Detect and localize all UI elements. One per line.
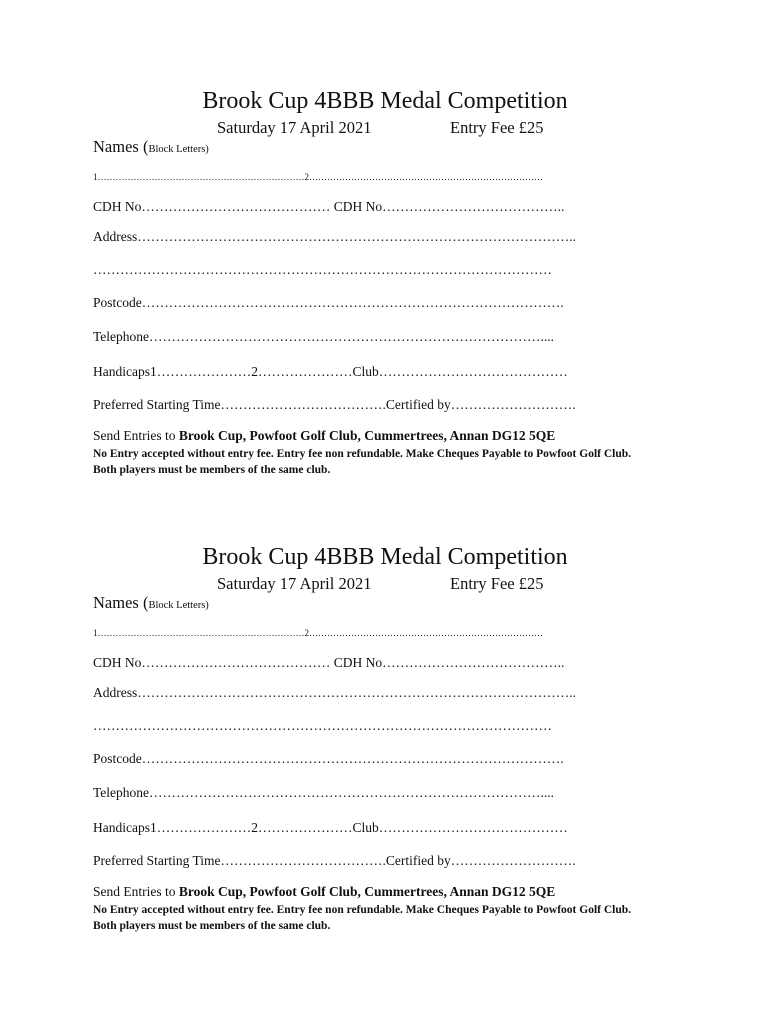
send-prefix: Send Entries to [93,884,179,899]
form-title: Brook Cup 4BBB Medal Competition [202,88,568,114]
player-names-line[interactable] [93,628,543,638]
send-address: Brook Cup, Powfoot Golf Club, Cummertrees, Annan DG12 5QE [178,428,556,443]
address-line[interactable]: Address…………………………………………………………………………………….. [93,229,576,244]
names-heading [93,593,209,613]
cdh-number-line[interactable]: CDH No…………………………………… CDH No………………………………….. [93,199,565,214]
entry-form-1 [0,0,770,476]
entry-conditions: No Entry accepted without entry fee. Entry fee non refundable. Make Cheques Payable to Powfoot Golf Club. Both players must be members of the same club. [93,448,632,476]
postcode-line[interactable]: Postcode…………………………………………………………………………………. [93,751,564,766]
postcode-line[interactable]: Postcode…………………………………………………………………………………. [93,295,564,310]
starting-time-line[interactable]: Preferred Starting Time……………………………….Certified by………………………. [93,397,576,412]
player-names-line[interactable] [93,172,543,182]
player-line-1: 1……………………………………………………………2 [93,628,309,638]
cdh-number-line[interactable]: CDH No…………………………………… CDH No………………………………….. [93,655,565,670]
names-label: Names ( [93,137,149,156]
starting-time-line[interactable]: Preferred Starting Time……………………………….Certified by………………………. [93,853,576,868]
entry-fee: Entry Fee £25 [450,118,544,137]
handicaps-club-line[interactable]: Handicaps1…………………2…………………Club…………………………………… [93,364,568,379]
names-heading [93,137,209,157]
entry-fee: Entry Fee £25 [450,574,544,593]
entry-conditions: No Entry accepted without entry fee. Entry fee non refundable. Make Cheques Payable to Powfoot Golf Club. Both players must be members of the same club. [93,904,632,932]
telephone-line[interactable]: Telephone…………………………………………………………………………….... [93,785,555,800]
entry-form-2 [0,456,770,932]
address-line-2[interactable]: ………………………………………………………………………………………… [93,262,552,277]
handicaps-club-line[interactable]: Handicaps1…………………2…………………Club…………………………………… [93,820,568,835]
form-title: Brook Cup 4BBB Medal Competition [202,544,568,570]
address-line-2[interactable]: ………………………………………………………………………………………… [93,718,552,733]
competition-date: Saturday 17 April 2021 [217,118,372,137]
send-entries [93,884,555,900]
names-note: Block Letters) [148,600,209,611]
player-line-1: 1……………………………………………………………2 [93,172,309,182]
player-line-2: …………………………………………………………………… [309,628,543,638]
send-prefix: Send Entries to [93,428,179,443]
competition-date: Saturday 17 April 2021 [217,574,372,593]
send-entries [93,428,555,444]
send-address: Brook Cup, Powfoot Golf Club, Cummertrees, Annan DG12 5QE [178,884,556,899]
names-note: Block Letters) [148,144,209,155]
telephone-line[interactable]: Telephone…………………………………………………………………………….... [93,329,555,344]
player-line-2: …………………………………………………………………… [309,172,543,182]
names-label: Names ( [93,593,149,612]
address-line[interactable]: Address…………………………………………………………………………………….. [93,685,576,700]
